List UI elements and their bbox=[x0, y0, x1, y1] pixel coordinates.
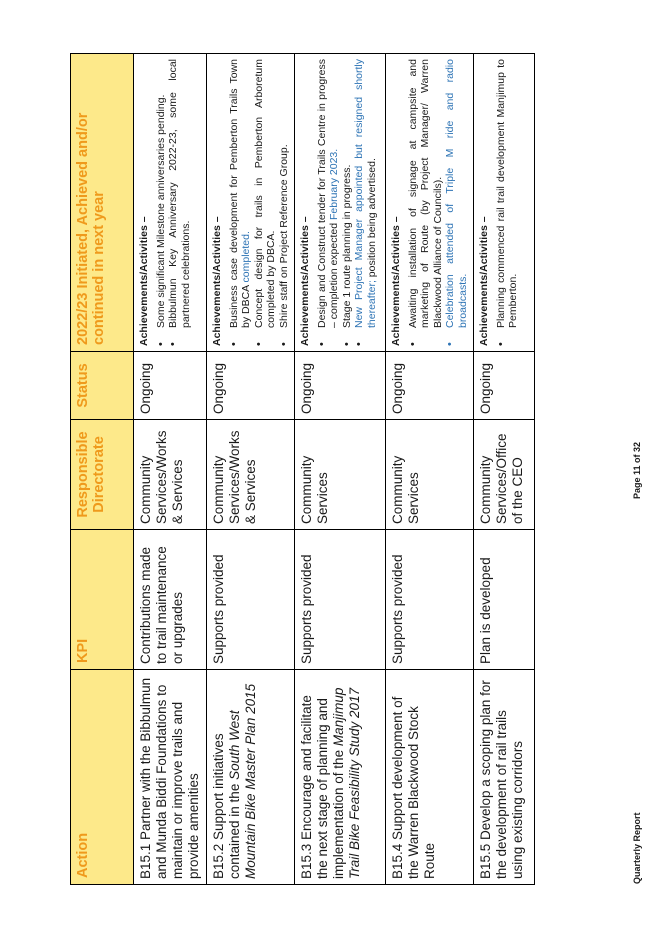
header-directorate: Responsible Directorate bbox=[71, 420, 134, 530]
achievement-item: • Awaiting installation of signage at campsite and marketing of Route (by Project Manager/ Warren Blackwood Alliance of Councils). bbox=[407, 59, 445, 328]
action-text: B15.2 Support initiatives contained in the bbox=[211, 733, 242, 879]
achievement-item: • Concept design for trails in Pemberton Arboretum completed by DBCA. bbox=[253, 59, 278, 328]
action-cell: B15.4 Support development of the Warren Blackwood Stock Route bbox=[386, 670, 474, 885]
achievement-item: • Some significant Milestone anniversaries pending. bbox=[155, 59, 168, 328]
action-study-title: Manjimup Trail Bike Feasibility Study 2017 bbox=[331, 687, 362, 879]
achievement-item bbox=[228, 59, 253, 328]
table-header-row bbox=[71, 54, 134, 885]
action-cell: B15.1 Partner with the Bibbulmun and Munda Biddi Foundations to maintain or improve trails and provide amenities bbox=[134, 670, 207, 885]
directorate-cell: Community Services/Works & Services bbox=[207, 420, 295, 530]
status-cell: Ongoing bbox=[474, 352, 535, 420]
achievements-heading: Achievements/Activities – bbox=[299, 216, 311, 346]
achievement-update: New Project Manager appointed but resigned shortly thereafter; bbox=[353, 59, 378, 328]
directorate-cell: Community Services bbox=[386, 420, 474, 530]
report-table bbox=[70, 53, 535, 885]
status-cell: Ongoing bbox=[207, 352, 295, 420]
achievements-cell bbox=[474, 54, 535, 352]
kpi-cell: Contributions made to trail maintenance or upgrades bbox=[134, 530, 207, 670]
achievements-list bbox=[495, 59, 520, 346]
achievements-heading: Achievements/Activities – bbox=[211, 216, 223, 346]
table-row bbox=[474, 54, 535, 885]
achievements-cell bbox=[295, 54, 386, 352]
achievement-update: completed. bbox=[240, 231, 252, 283]
table-row bbox=[386, 54, 474, 885]
kpi-cell: Plan is developed bbox=[474, 530, 535, 670]
header-achievements: 2022/23 Initiated, Achieved and/or continued in next year bbox=[71, 54, 134, 352]
achievements-cell bbox=[134, 54, 207, 352]
header-status: Status bbox=[71, 352, 134, 420]
achievement-item: • Bibbulmun Key Anniversary 2022-23, some local partnered celebrations. bbox=[167, 59, 192, 328]
header-action: Action bbox=[71, 670, 134, 885]
achievements-heading: Achievements/Activities – bbox=[478, 216, 490, 346]
action-cell bbox=[295, 670, 386, 885]
kpi-cell: Supports provided bbox=[295, 530, 386, 670]
status-cell: Ongoing bbox=[295, 352, 386, 420]
header-kpi: KPI bbox=[71, 530, 134, 670]
directorate-cell: Community Services/Works & Services bbox=[134, 420, 207, 530]
kpi-cell: Supports provided bbox=[386, 530, 474, 670]
directorate-cell: Community Services bbox=[295, 420, 386, 530]
achievement-text: position being advertised. bbox=[365, 158, 378, 281]
status-cell: Ongoing bbox=[134, 352, 207, 420]
achievements-heading: Achievements/Activities – bbox=[390, 216, 402, 346]
table-row bbox=[207, 54, 295, 885]
table-row bbox=[295, 54, 386, 885]
achievement-update: February 2023. bbox=[328, 148, 340, 221]
achievements-list bbox=[228, 59, 291, 346]
achievement-item: • Planning commenced rail trail development Manjimup to Pemberton. bbox=[495, 59, 520, 328]
action-cell: B15.5 Develop a scoping plan for the development of rail trails using existing corridors bbox=[474, 670, 535, 885]
footer-report-label: Quarterly Report bbox=[632, 812, 642, 884]
achievement-item: • Shire staff on Project Reference Group. bbox=[278, 59, 291, 328]
achievement-item: • Celebration attended of Triple M ride and radio broadcasts. bbox=[444, 59, 469, 328]
action-plan-title: South West Mountain Bike Master Plan 2015 bbox=[227, 683, 258, 879]
achievements-list bbox=[407, 59, 470, 346]
achievements-cell bbox=[207, 54, 295, 352]
footer-page-number: Page 11 of 32 bbox=[632, 441, 642, 500]
table-row bbox=[134, 54, 207, 885]
action-text: B15.3 Encourage and facilitate the next stage of planning and implementation of the bbox=[299, 695, 346, 879]
achievement-text: Business case development for Pemberton Trails Town by DBCA bbox=[227, 59, 252, 328]
directorate-cell: Community Services/Office of the CEO bbox=[474, 420, 535, 530]
achievement-item bbox=[353, 59, 378, 328]
action-cell bbox=[207, 670, 295, 885]
achievement-item bbox=[316, 59, 341, 328]
achievements-heading: Achievements/Activities – bbox=[138, 216, 150, 346]
achievements-list bbox=[316, 59, 379, 346]
kpi-cell: Supports provided bbox=[207, 530, 295, 670]
achievements-cell bbox=[386, 54, 474, 352]
achievements-list bbox=[155, 59, 193, 346]
achievement-item: • Stage 1 route planning in progress. bbox=[341, 59, 354, 328]
status-cell: Ongoing bbox=[386, 352, 474, 420]
achievement-text: Design and Construct tender for Trails Centre in progress – completion expected bbox=[315, 59, 340, 328]
